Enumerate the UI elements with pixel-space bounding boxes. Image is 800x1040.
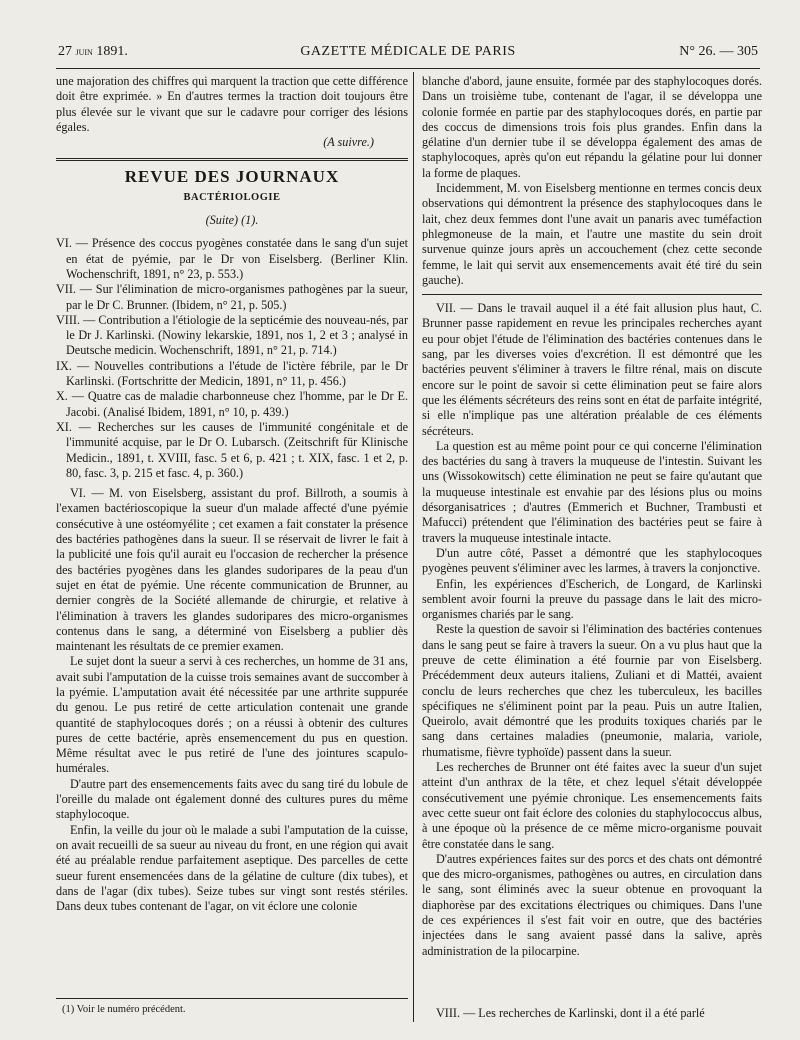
body-paragraph: D'autres expériences faites sur des porcs et des chats ont démontré que des micro-organismes, pathogènes ou autres, en circulation dans le sang, sont éliminés avec la sueur obtenue en provoquant la diaphorèse par des excitations électriques ou chimiques. Dans l'une de ces expériences il s'est fait voir en outre, que des bactéries injectées dans le sang avaient passé dans la salive, après administration de la pilocarpine. [422,851,762,958]
body-paragraph: D'un autre côté, Passet a démontré que les staphylocoques pyogènes peuvent s'éliminer avec les larmes, à travers la conjonctive. [422,545,762,576]
footnote-rule [56,998,408,999]
body-paragraph: Le sujet dont la sueur a servi à ces recherches, un homme de 31 ans, avait subi l'amputation de la cuisse trois semaines avant de succomber à la pyémie. L'amputation avait été nécessitée par une arthrite suppurée du genou. Le pus retiré de cette articulation contenait une grande quantité de staphylocoques dorés ; on a réussi à obtenir des cultures pures de cette bactérie, après ensemencement du pus en question. Même résultat avec le pus retiré de l'une des jointures scapulo-humérales. [56,654,408,776]
header-date: 27 juin 1891. [58,44,128,59]
suite-note: (Suite) (1). [205,213,259,228]
body-paragraph: Enfin, les expériences d'Escherich, de Longard, de Karlinski semblent avoir fourni la preuve du passage dans le lait des micro-organismes chariés par le sang. [422,576,762,622]
reference-item: IX. — Nouvelles contributions a l'étude de l'ictère fébrile, par le Dr Karlinski. (Fortschritte der Medicin, 1891, n° 11, p. 456.) [56,358,408,389]
continuation-line: VIII. — Les recherches de Karlinski, dont il a été parlé [436,1006,705,1020]
left-column [56,74,408,914]
section-rule [56,158,408,161]
body-paragraph: blanche d'abord, jaune ensuite, formée par des staphylocoques dorés. Dans un troisième tube, contenant de l'agar, il se développa une colonie formée en partie par des staphylocoques dorés, en partie par des coccus de dimensions trois fois plus grandes. Enfin dans la gélatine d'un dernier tube il se développa également des amas de staphylocoques, après qu'on eut répandu la gélatine pour lui donner la forme de plaques. [422,74,762,180]
reference-item: XI. — Recherches sur les causes de l'immunité congénitale et de l'immunité acquise, par le Dr O. Lubarsch. (Zeitschrift für Klinische Medicin., 1891, t. XVIII, fasc. 5 et 6, p. 421 ; t. XIX, fasc. 1 et 2, p. 80, fasc. 3, p. 215 et fasc. 4, p. 360.) [56,419,408,480]
body-paragraph: Reste la question de savoir si l'élimination des bactéries contenues dans le sang peut se faire à travers la sueur. On a vu plus haut que la preuve de cette élimination a été fournie par von Eiselsberg. Précédemment deux auteurs italiens, Zuliani et di Mattéi, avaient conclu de leurs recherches que chez les tuberculeux, les bacilles spécifiques ne s'éliminent point par la peau. Puis un autre Italien, Queirolo, avait démontré que les produits toxiques chariés par le sang dans certaines maladies (pneumonie, malaria, variole, rhumatisme, fièvre typhoïde) passent dans la sueur. [422,622,762,759]
body-paragraph: La question est au même point pour ce qui concerne l'élimination des bactéries du sang à travers la muqueuse de l'intestin. Suivant les uns (Wissokowitsch) cette élimination ne peut se faire qu'autant que la muqueuse intestinale est envahie par des lésions plus ou moins désorganisatrices ; d'autres (Emmerich et Buchner, Trambusti et Mafucci) prétendent que l'élimination des bactéries peut se faire à travers la muqueuse intestinale intacte. [422,438,762,545]
a-suivre: (A suivre.) [323,135,374,150]
subsection-title: BACTÉRIOLOGIE [183,191,281,203]
intro-paragraph: une majoration des chiffres qui marquent la traction que cette différence doit être exprimée. » En d'autres termes la traction doit toujours être plus élevée sur le vivant que sur le cadavre pour corriger des lésions égales. [56,74,408,134]
article-separator [422,294,762,295]
reference-item: X. — Quatre cas de maladie charbonneuse chez l'homme, par le Dr E. Jacobi. (Analisé Ibidem, 1891, n° 10, p. 439.) [56,389,408,419]
body-paragraph: VII. — Dans le travail auquel il a été fait allusion plus haut, C. Brunner passe rapidement en revue les principales recherches ayant eu pour objet l'étude de l'élimination des bactéries contenues dans le sang, par les diverses voies d'excrétion. Il est démontré que les bactéries peuvent s'éliminer à travers le filtre rénal, mais on discute encore sur le point de savoir si cette élimination peut se faire alors que les éléments sécréteurs des reins sont en état de parfaite intégrité, si elle n'implique pas une altération préalable de ces éléments sécréteurs. [422,301,762,438]
right-column [422,74,762,959]
journal-title: GAZETTE MÉDICALE DE PARIS [300,44,516,59]
footnote: (1) Voir le numéro précédent. [62,1004,186,1015]
section-title: REVUE DES JOURNAUX [124,167,340,187]
reference-list [56,236,408,481]
header-rule [56,68,760,69]
reference-item: VII. — Sur l'élimination de micro-organismes pathogènes par la sueur, par le Dr C. Brunner. (Ibidem, n° 21, p. 505.) [56,282,408,312]
body-paragraph: VI. — M. von Eiselsberg, assistant du prof. Billroth, a soumis à l'examen bactérioscopique la sueur d'un malade affecté d'une pyémie consécutive à une ostéomyélite ; cet examen a fait constater la présence des bactéries pathogènes dans la sueur. Il se réservait de livrer le fait à la publicité une fois qu'il aurait eu l'occasion de rechercher la présence des bactéries pyogènes dans les glandes sudoripares de la peau d'un sujet en état de pyémie. Une récente communication de Brunner, au dernier congrès de la Société allemande de chirurgie, et relative à l'élimination à travers les glandes sudoripares des micro-organismes contenus dans le sang, a déterminé von Eiselsberg a publier dès maintenant les résultats de ce premier examen. [56,486,408,654]
body-paragraph: Incidemment, M. von Eiselsberg mentionne en termes concis deux observations qui démontrent la présence des staphylocoques dans le lait, chez deux femmes dont l'une avait un panaris avec tuméfaction phlegmoneuse de la main, et l'autre une mastite du sein droit survenue quinze jours après un accouchement (chez cette seconde femme, le lait qui servit aux ensemencements avait été tiré du sein gauche). [422,181,762,287]
reference-item: VI. — Présence des coccus pyogènes constatée dans le sang d'un sujet en état de pyémie, par le Dr von Eiselsberg. (Berliner Klin. Wochenschrift, 1891, n° 23, p. 553.) [56,236,408,281]
page-header [58,44,758,64]
column-divider [413,72,414,1022]
reference-item: VIII. — Contribution a l'étiologie de la septicémie des nouveau-nés, par le Dr J. Karlinski. (Nowiny lekarskie, 1891, nos 1, 2 et 3 ; analysé in Deutsche medicin. Wochenschrift, 1891, n° 21, p. 714.) [56,312,408,358]
body-paragraph: Enfin, la veille du jour où le malade a subi l'amputation de la cuisse, on avait recueilli de sa sueur au niveau du front, en une région qui avait été au préalable rendue parfaitement aseptique. Des parcelles de cette sueur furent ensemencées dans de la gélatine de culture (dix tubes), et dans de l'agar (dix tubes). Seize tubes sur vingt sont restés stériles. Dans deux tubes contenant de l'agar, on vit éclore une colonie [56,822,408,914]
issue-page-number: N° 26. — 305 [679,44,758,59]
body-paragraph: Les recherches de Brunner ont été faites avec la sueur d'un sujet atteint d'un anthrax de la tête, et chez lequel s'était développée consécutivement une pyémie chronique. Les ensemencements faits avec cette sueur ont fait éclore des colonies du staphylococcus albus, à une époque où la présence de ce même micro-organisme pouvait être constatée dans le sang. [422,760,762,851]
body-paragraph: D'autre part des ensemencements faits avec du sang tiré du lobule de l'oreille du malade ont également donné des cultures pures du même staphylocoque. [56,776,408,822]
